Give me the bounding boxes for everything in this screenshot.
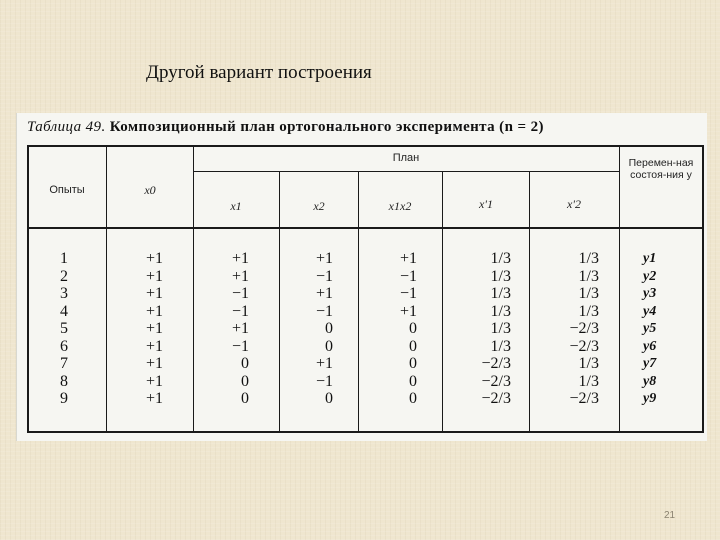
column-x1-prime — [453, 250, 511, 408]
table-cell: +1 — [315, 285, 333, 302]
table-cell: 0 — [241, 390, 249, 407]
table-cell: +1 — [315, 355, 333, 372]
table-cell: −1 — [315, 302, 333, 320]
table-cell: 1/3 — [578, 372, 599, 390]
table-cell: 1 — [60, 250, 68, 267]
table-cell: y3 — [643, 286, 657, 301]
table-cell: 5 — [60, 320, 68, 337]
table-cell: −2/3 — [481, 390, 511, 407]
rule-v6 — [529, 172, 530, 433]
table-cell: +1 — [145, 250, 163, 267]
column-response — [643, 250, 679, 408]
table-cell: −2/3 — [569, 390, 599, 407]
table-cell: 1/3 — [490, 285, 511, 302]
table-cell: −1 — [399, 285, 417, 302]
table-cell: 0 — [409, 372, 417, 390]
table-cell: 0 — [409, 337, 417, 355]
table-cell: 3 — [60, 285, 68, 302]
header-x2-prime — [531, 199, 617, 211]
header-x1-prime — [444, 199, 528, 211]
table-cell: +1 — [231, 250, 249, 267]
table-cell: +1 — [145, 355, 163, 372]
table-cell: 4 — [60, 302, 68, 320]
table-cell: −1 — [231, 285, 249, 302]
rule-v7 — [619, 145, 620, 433]
table-cell: +1 — [145, 285, 163, 302]
table-cell: +1 — [231, 267, 249, 285]
header-x1 — [195, 201, 277, 213]
slide-title: Другой вариант построения — [146, 62, 372, 83]
rule-header-bottom — [27, 227, 703, 229]
table-cell: 0 — [409, 390, 417, 407]
table-cell: +1 — [315, 250, 333, 267]
table-cell: −1 — [231, 302, 249, 320]
rule-v5 — [442, 172, 443, 433]
table-cell: 0 — [325, 390, 333, 407]
table-cell: y1 — [643, 251, 657, 266]
table-cell: +1 — [145, 337, 163, 355]
table-cell: +1 — [145, 302, 163, 320]
table-cell: 1/3 — [578, 355, 599, 372]
table-cell: 2 — [60, 267, 68, 285]
table-cell: 1/3 — [490, 250, 511, 267]
table-cell: 1/3 — [578, 285, 599, 302]
table-caption — [27, 119, 544, 136]
table-cell: −1 — [399, 267, 417, 285]
table-cell: y9 — [643, 391, 657, 406]
table-cell: 0 — [241, 372, 249, 390]
header-x1x2 — [360, 201, 440, 213]
header-x2-label: x2 — [313, 199, 325, 213]
column-trial — [47, 250, 81, 408]
header-x0 — [109, 185, 191, 197]
table-cell: −2/3 — [481, 372, 511, 390]
rule-v3 — [279, 172, 280, 433]
header-trials: Опыты — [49, 184, 85, 196]
table-cell: +1 — [145, 372, 163, 390]
column-x1x2 — [379, 250, 417, 408]
table-cell: −1 — [315, 267, 333, 285]
header-plan: План — [392, 152, 420, 164]
table-cell: +1 — [399, 302, 417, 320]
rule-right — [702, 145, 704, 433]
table-cell: y5 — [643, 321, 657, 336]
header-response: Перемен-ная состоя-ния y — [628, 157, 694, 181]
table-cell: 9 — [60, 390, 68, 407]
rule-v2 — [193, 145, 194, 433]
rule-top — [27, 145, 703, 147]
page-number: 21 — [664, 510, 676, 521]
table-cell: y2 — [643, 268, 657, 284]
table-cell: +1 — [231, 320, 249, 337]
table-cell: 1/3 — [578, 250, 599, 267]
table-cell: 1/3 — [578, 267, 599, 285]
column-x0 — [127, 250, 163, 408]
table-cell: +1 — [145, 267, 163, 285]
table-cell: +1 — [399, 250, 417, 267]
rule-v1 — [106, 145, 107, 433]
header-x1-prime-label: x'1 — [479, 197, 493, 211]
table-cell: 7 — [60, 355, 68, 372]
table-cell: 1/3 — [490, 267, 511, 285]
table-cell: +1 — [145, 320, 163, 337]
column-x2-prime — [541, 250, 599, 408]
table-cell: 0 — [409, 355, 417, 372]
column-x2 — [297, 250, 333, 408]
table-cell: 8 — [60, 372, 68, 390]
table-cell: 1/3 — [578, 302, 599, 320]
table-caption-text: Композиционный план ортогонального эксперимента (n = 2) — [109, 119, 544, 135]
header-x1x2-label: x1x2 — [388, 199, 412, 213]
header-x1-label: x1 — [230, 199, 242, 213]
table-cell: −2/3 — [569, 337, 599, 355]
rule-v4 — [358, 172, 359, 433]
table-cell: y7 — [643, 356, 657, 371]
table-cell: −1 — [231, 337, 249, 355]
table-cell: y8 — [643, 373, 657, 389]
header-x0-label: x0 — [144, 183, 156, 197]
table-cell: 0 — [325, 337, 333, 355]
table-cell: 1/3 — [490, 337, 511, 355]
rule-left — [27, 145, 29, 433]
table-cell: 0 — [241, 355, 249, 372]
table-cell: 0 — [325, 320, 333, 337]
rule-bottom — [27, 431, 703, 433]
table-cell: 1/3 — [490, 302, 511, 320]
table-cell: 6 — [60, 337, 68, 355]
table-cell: 0 — [409, 320, 417, 337]
table-cell: −2/3 — [569, 320, 599, 337]
table-cell: y4 — [643, 303, 657, 319]
column-x1 — [213, 250, 249, 408]
table-cell: 1/3 — [490, 320, 511, 337]
table-cell: −1 — [315, 372, 333, 390]
table-cell: y6 — [643, 338, 657, 354]
rule-plan-under — [193, 171, 619, 172]
header-x2 — [281, 201, 357, 213]
table-caption-prefix: Таблица 49. — [27, 119, 106, 135]
header-x2-prime-label: x'2 — [567, 197, 581, 211]
table-cell: +1 — [145, 390, 163, 407]
table-cell: −2/3 — [481, 355, 511, 372]
table-scan — [16, 113, 707, 441]
